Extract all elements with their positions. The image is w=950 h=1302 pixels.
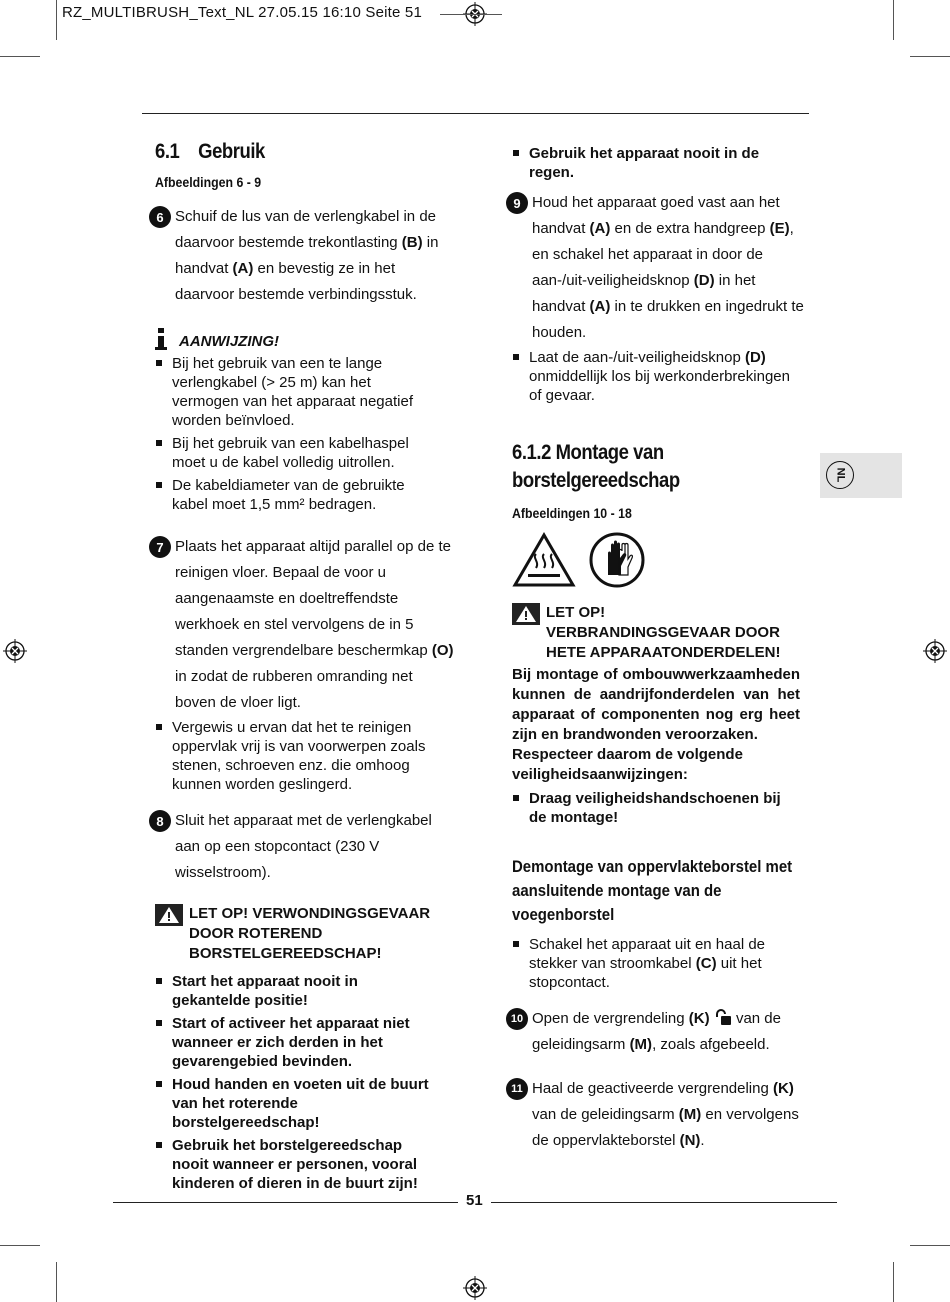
- info-icon: [155, 328, 167, 350]
- step-number: 7: [149, 536, 171, 558]
- step-number: 9: [506, 192, 528, 214]
- registration-mark-icon: [463, 1276, 487, 1300]
- crop-mark: [0, 56, 40, 57]
- crop-mark: [910, 1245, 950, 1246]
- gloves-icon: [588, 531, 646, 589]
- warning-list: [155, 972, 440, 1193]
- list-item: Gebruik het apparaat nooit in de regen.: [512, 144, 802, 182]
- step-9-list: [512, 348, 802, 405]
- figures-label: Afbeeldingen 6 - 9: [155, 174, 262, 190]
- step-11: [506, 1076, 807, 1154]
- hot-surface-icon: [512, 532, 576, 588]
- step-text: Schuif de lus van de verlengkabel in de daarvoor bestemde trekontlasting (B) in handvat (A) en bevestig ze in het daarvoor bestemde verbindingsstuk.: [175, 208, 439, 303]
- note-title: AANWIJZING!: [179, 333, 279, 350]
- step-text: Haal de geactiveerde vergrendeling (K) van de geleidingsarm (M) en vervolgens de oppervlakteborstel (N).: [532, 1080, 799, 1149]
- step-6: [149, 204, 455, 308]
- crop-mark: [56, 1262, 57, 1302]
- step-text: Plaats het apparaat altijd parallel op de te reinigen vloer. Bepaal de voor u aangenaamste en doeltreffendste werkhoek en stel vervolgens de in 5 standen vergrendelbare beschermkap (O) in zodat de rubberen omranding net boven de vloer ligt.: [175, 538, 454, 711]
- warning-title: LET OP! VERWONDINGSGEVAAR DOOR ROTEREND BORSTELGEREEDSCHAP!: [189, 905, 431, 962]
- note-list: [155, 354, 437, 514]
- step-7: [149, 534, 455, 716]
- list-item: Laat de aan-/uit-veiligheidsknop (D) onmiddellijk los bij werkonderbrekingen of gevaar.: [512, 348, 802, 405]
- crop-mark: [440, 14, 502, 15]
- list-item: Start of activeer het apparaat niet wanneer er zich derden in het gevarengebied bevinden.: [155, 1014, 440, 1071]
- figures-label: Afbeeldingen 10 - 18: [512, 505, 632, 521]
- right-column: [512, 144, 807, 1154]
- burn-warning: [512, 603, 807, 663]
- list-item: Gebruik het borstelgereedschap nooit wanneer er personen, vooral kinderen of dieren in de buurt zijn!: [155, 1136, 440, 1193]
- crop-mark: [0, 1245, 40, 1246]
- unlock-icon: [714, 1009, 732, 1025]
- language-badge: [826, 461, 854, 489]
- left-column: [155, 140, 455, 1197]
- step-number: 6: [149, 206, 171, 228]
- registration-mark-icon: [923, 639, 947, 663]
- page-number: 51: [458, 1192, 491, 1209]
- step-text: Open de vergrendeling (K) van de geleidingsarm (M), zoals afgebeeld.: [532, 1010, 781, 1053]
- top-rule: [142, 113, 809, 114]
- crop-mark: [893, 1262, 894, 1302]
- warning-icon: [512, 603, 540, 625]
- list-item: Bij het gebruik van een te lange verlengkabel (> 25 m) kan het vermogen van het apparaat negatief worden beïnvloed.: [155, 354, 437, 430]
- list-item: Bij het gebruik van een kabelhaspel moet u de kabel volledig uitrollen.: [155, 434, 437, 472]
- warning-title: LET OP! VERBRANDINGSGEVAAR DOOR HETE APPARAATONDERDELEN!: [546, 604, 781, 661]
- safety-icons: [512, 531, 807, 589]
- note-header: [155, 328, 455, 350]
- registration-mark-icon: [3, 639, 27, 663]
- step-9: [506, 190, 807, 346]
- injury-warning: [155, 904, 455, 964]
- step-number: 11: [506, 1078, 528, 1100]
- list-item: Draag veiligheidshandschoenen bij de montage!: [512, 789, 802, 827]
- list-item: Vergewis u ervan dat het te reinigen oppervlak vrij is van voorwerpen zoals stenen, schroeven enz. die omhoog kunnen worden geslingerd.: [155, 718, 439, 794]
- list-item: De kabeldiameter van de gebruikte kabel moet 1,5 mm² bedragen.: [155, 476, 437, 514]
- subsection-title: Demontage van oppervlakteborstel met aansluitende montage van de voegenborstel: [512, 857, 793, 924]
- list-item: Schakel het apparaat uit en haal de stekker van stroomkabel (C) uit het stopcontact.: [512, 935, 797, 992]
- language-code: NL: [833, 467, 846, 483]
- step-number: 10: [506, 1008, 528, 1030]
- language-tab: [820, 453, 902, 498]
- list-item: Houd handen en voeten uit de buurt van het roterende borstelgereedschap!: [155, 1075, 440, 1132]
- section-title: 6.1.2 Montage van borstelgereedschap: [512, 441, 680, 492]
- print-header: RZ_MULTIBRUSH_Text_NL 27.05.15 16:10 Seite 51: [62, 4, 423, 21]
- section-title: 6.1 Gebruik: [155, 140, 265, 163]
- burn-warning-list: [512, 789, 802, 827]
- crop-mark: [910, 56, 950, 57]
- step-number: 8: [149, 810, 171, 832]
- step-text: Houd het apparaat goed vast aan het handvat (A) en de extra handgreep (E), en schakel het apparaat in door de aan-/uit-veiligheidsknop (D) in het handvat (A) in te drukken en ingedrukt te houden.: [532, 194, 804, 341]
- warning-icon: [155, 904, 183, 926]
- subsection-list: [512, 935, 797, 992]
- step-8: [149, 808, 455, 886]
- step-text: Sluit het apparaat met de verlengkabel aan op een stopcontact (230 V wisselstroom).: [175, 812, 432, 881]
- rain-list: [512, 144, 802, 182]
- step-10: [506, 1006, 807, 1058]
- warning-body-2: Respecteer daarom de volgende veiligheidsaanwijzingen:: [512, 746, 743, 783]
- warning-body: Bij montage of ombouwwerkzaamheden kunnen de aandrijfonderdelen van het apparaat of componenten nog erg heet zijn en brandwonden veroorzaken.: [512, 666, 800, 743]
- list-item: Start het apparaat nooit in gekantelde positie!: [155, 972, 440, 1010]
- step-7-list: [155, 718, 439, 794]
- crop-mark: [893, 0, 894, 40]
- crop-mark: [56, 0, 57, 40]
